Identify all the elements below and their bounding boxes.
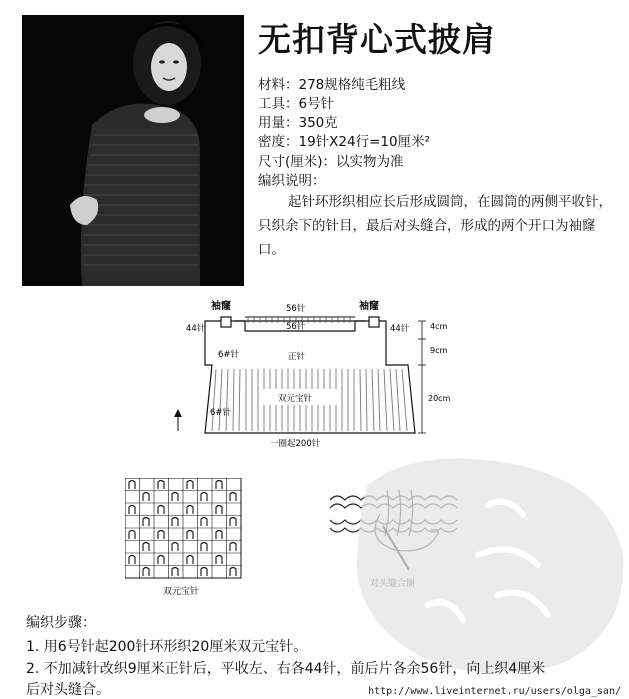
page-title: 无扣背心式披肩 [258,20,496,59]
spec-tool: 工具：6号针 [258,96,335,112]
spec-amount: 用量：350克 [258,115,338,131]
spec-material: 材料：278规格纯毛粗线 [258,77,406,93]
watermark-url: http://www.liveinternet.ru/users/olga_san/ [368,686,621,697]
cast-on-label: 一圈起200针 [270,439,321,449]
armhole-left-marker [221,317,231,327]
inner-width-label: 56针 [286,322,306,332]
height-4cm-label: 4cm [430,322,448,331]
spec-gauge: 密度：19针X24行=10厘米² [258,134,431,150]
stockinette-label: 正针 [288,352,306,362]
watermark-seal [338,445,629,675]
rib-label: 双元宝针 [278,394,313,404]
left-bind-label: 44针 [186,324,206,334]
armhole-left-label: 袖窿 [211,301,231,312]
armhole-right-marker [369,317,379,327]
instructions-description: 起针环形织相应长后形成圆筒，在圆筒的两侧平收针，只织余下的针目，最后对头缝合，形成的两个开口为袖窿口。 [258,194,612,258]
height-20cm-label: 20cm [428,394,451,403]
step-2-continued: 后对头缝合。 [26,682,110,698]
spec-size: 尺寸(厘米)：以实物为准 [258,154,404,170]
armhole-right-label: 袖窿 [359,301,379,312]
model-photo-art [22,15,244,286]
needle-upper-label: 6#针 [218,350,240,360]
steps-heading: 编织步骤： [26,615,96,631]
right-bind-label: 44针 [390,324,410,334]
stitch-chart [125,478,245,598]
top-width-label: 56针 [286,304,306,314]
height-9cm-label: 9cm [430,346,448,355]
stitch-chart-label: 双元宝针 [163,587,200,597]
schematic-diagram [150,293,460,453]
step-2: 2. 不加减针改织9厘米正针后，平收左、右各44针，前后片各余56针，向上织4厘米 [26,661,546,677]
needle-lower-label: 6#针 [210,408,232,418]
garment-outline [205,321,415,433]
model-photo [22,15,244,286]
spec-instructions-heading: 编织说明： [258,173,326,189]
step-1: 1. 用6号针起200针环形织20厘米双元宝针。 [26,639,308,655]
